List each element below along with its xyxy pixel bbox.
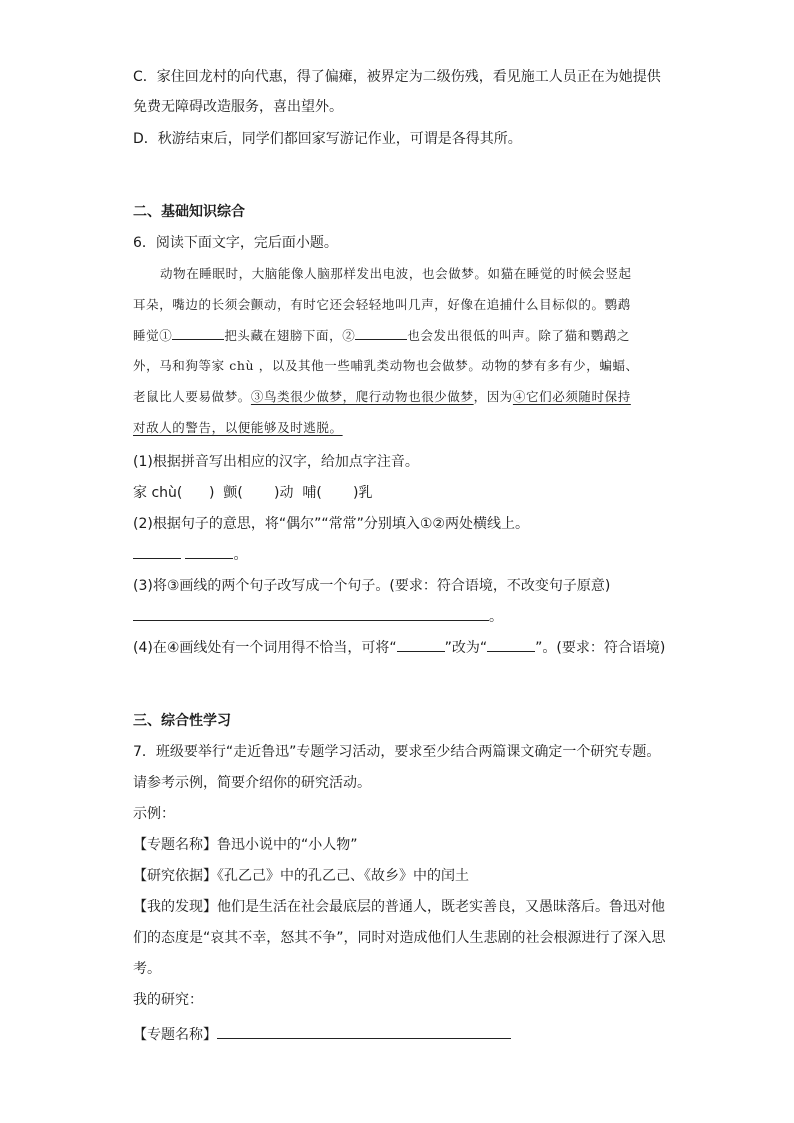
passage-line-3 (133, 325, 630, 346)
example-label: 示例： (133, 806, 175, 822)
passage-line-5 (133, 387, 631, 407)
sub-question-2-answer (133, 545, 247, 565)
option-c-line-2: 免费无障碍改造服务，喜出望外。 (133, 99, 343, 115)
option-c-line-1: C．家住回龙村的向代惠，得了偏瘫，被界定为二级伤残，看见施工人员正在为她提供 (133, 69, 661, 85)
answer-line-3[interactable] (133, 607, 489, 621)
question-7-line-1: 7．班级要举行“走近鲁迅”专题学习活动，要求至少结合两篇课文确定一个研究专题。 (133, 744, 661, 760)
example-finding-line-1: 【我的发现】他们是生活在社会最底层的普通人，既老实善良，又愚昧落后。鲁迅对他 (133, 899, 665, 915)
sub-question-1-answer-line: 家 chù( ) 颤( )动 哺( )乳 (133, 485, 373, 501)
answer-blank-2[interactable] (185, 545, 233, 559)
answer-blank-4a[interactable] (397, 638, 445, 652)
passage-line-6: 对敌人的警告，以便能够及时逃脱。 (133, 420, 343, 435)
sub-question-4-middle: ”改为“ (444, 640, 488, 656)
my-research-label: 我的研究： (133, 992, 203, 1008)
question-6-prompt: 6．阅读下面文字，完后面小题。 (133, 235, 338, 251)
passage-line-3-middle: 把头藏在翅膀下面，② (224, 328, 356, 343)
sub-question-4-end: ”。(要求：符合语境) (535, 640, 666, 656)
underlined-sentence-3: ③鸟类很少做梦，爬行动物也很少做梦 (250, 389, 474, 404)
answer-blank-4b[interactable] (487, 638, 535, 652)
blank-1[interactable] (172, 325, 224, 340)
sub-question-2-end: 。 (233, 547, 248, 563)
my-topic-answer-line[interactable] (217, 1025, 511, 1039)
section-3-heading: 三、综合性学习 (133, 713, 231, 729)
sub-question-2-prompt: (2)根据句子的意思，将“偶尔”“常常”分别填入①②两处横线上。 (133, 516, 529, 532)
example-basis: 【研究依据】《孔乙己》中的孔乙己、《故乡》中的闰土 (133, 868, 469, 884)
question-7-line-2: 请参考示例，简要介绍你的研究活动。 (133, 775, 371, 791)
passage-line-1: 动物在睡眠时，大脑能像人脑那样发出电波，也会做梦。如猫在睡觉的时候会竖起 (160, 266, 632, 281)
blank-2[interactable] (355, 325, 407, 340)
answer-blank-1[interactable] (133, 545, 181, 559)
sub-question-3-prompt: (3)将③画线的两个句子改写成一个句子。(要求：符合语境，不改变句子原意) (133, 578, 611, 594)
passage-line-3-start: 睡觉① (133, 328, 173, 343)
sub-question-3-answer (133, 607, 503, 627)
section-2-heading: 二、基础知识综合 (133, 204, 245, 220)
underlined-phrase-4: ④它们必须随时保持 (512, 389, 631, 404)
passage-line-5-mid: ，因为 (473, 389, 513, 404)
example-finding-line-3: 考。 (133, 961, 161, 977)
sub-question-4 (133, 638, 665, 658)
passage-line-4: 外，马和狗等家 chù ，以及其他一些哺乳类动物也会做梦。动物的梦有多有少，蝙蝠、 (133, 358, 639, 373)
passage-line-5-start: 老鼠比人要易做梦。 (133, 389, 251, 404)
my-topic-row (133, 1025, 511, 1045)
sub-question-1-prompt: (1)根据拼音写出相应的汉字，给加点字注音。 (133, 454, 419, 470)
option-d-line: D．秋游结束后，同学们都回家写游记作业，可谓是各得其所。 (133, 131, 522, 147)
sub-question-3-end: 。 (489, 609, 503, 625)
passage-line-2: 耳朵，嘴边的长须会颤动，有时它还会轻轻地叫几声，好像在追捕什么目标似的。鹦鹉 (133, 297, 631, 312)
my-topic-label: 【专题名称】 (133, 1027, 217, 1043)
sub-question-4-start: (4)在④画线处有一个词用得不恰当，可将“ (133, 640, 397, 656)
passage-line-3-end: 也会发出很低的叫声。除了猫和鹦鹉之 (407, 328, 631, 343)
example-topic: 【专题名称】鲁迅小说中的“小人物” (133, 837, 358, 853)
example-finding-line-2: 们的态度是“哀其不幸，怒其不争”，同时对造成他们人生悲剧的社会根源进行了深入思 (133, 930, 666, 946)
